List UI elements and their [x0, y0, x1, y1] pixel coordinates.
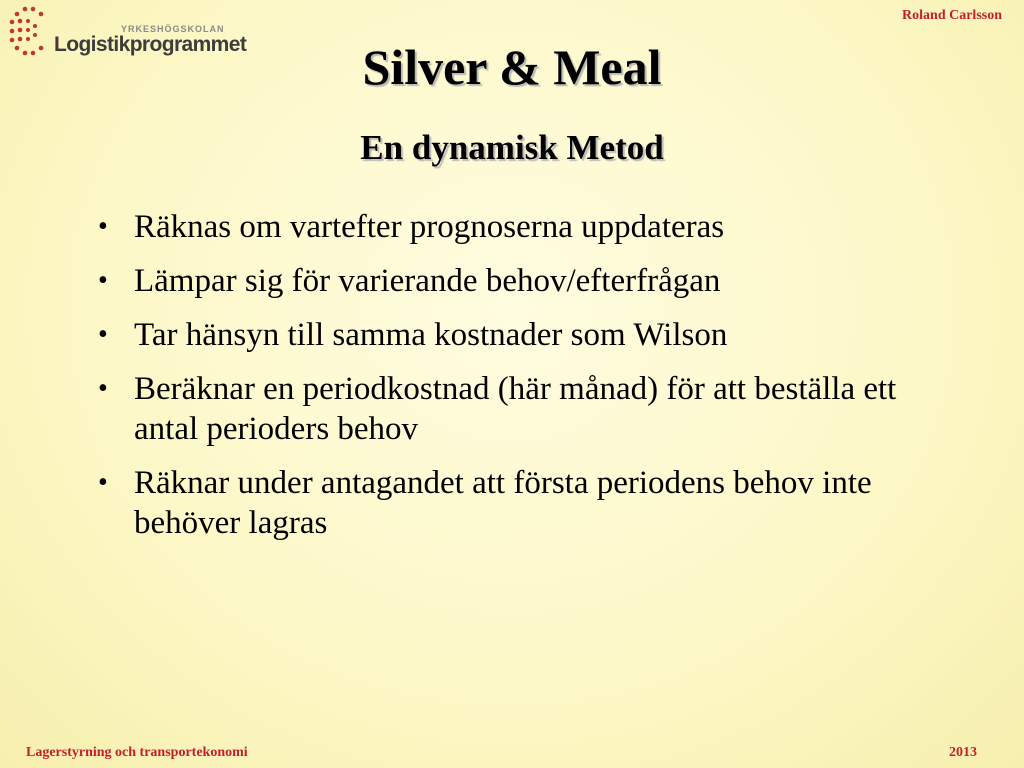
slide-title: Silver & Meal [362, 39, 662, 95]
bullet-dot-icon: • [98, 211, 108, 242]
bullet-dot-icon: • [98, 373, 108, 404]
bullet-text: Räknas om vartefter prognoserna uppdateras [134, 209, 725, 245]
bullet-text: Räknar under antagandet att första periodens behov inte behöver lagras [134, 465, 872, 541]
bullet-dot-icon: • [98, 319, 108, 350]
bullet-text: Lämpar sig för varierande behov/efterfrågan [134, 263, 721, 299]
bullet-item [96, 463, 966, 543]
logo-name: Logistikprogrammet [54, 33, 247, 56]
footer-course: Lagerstyrning och transportekonomi [26, 745, 248, 760]
author-name: Roland Carlsson [902, 8, 1002, 23]
bullet-dot-icon: • [98, 467, 108, 498]
slide-subtitle: En dynamisk Metod [360, 128, 664, 167]
bullet-text: Tar hänsyn till samma kostnader som Wilson [134, 317, 728, 353]
bullet-item [96, 315, 966, 355]
bullet-item [96, 207, 966, 247]
bullet-text: Beräknar en periodkostnad (här månad) för att beställa ett antal perioders behov [134, 371, 897, 447]
bullet-item [96, 369, 966, 449]
bullet-dot-icon: • [98, 265, 108, 296]
bullet-item [96, 261, 966, 301]
footer-year: 2013 [949, 745, 977, 760]
bullet-list [96, 207, 966, 557]
logo-subtitle: YRKESHÖGSKOLAN [121, 24, 225, 34]
